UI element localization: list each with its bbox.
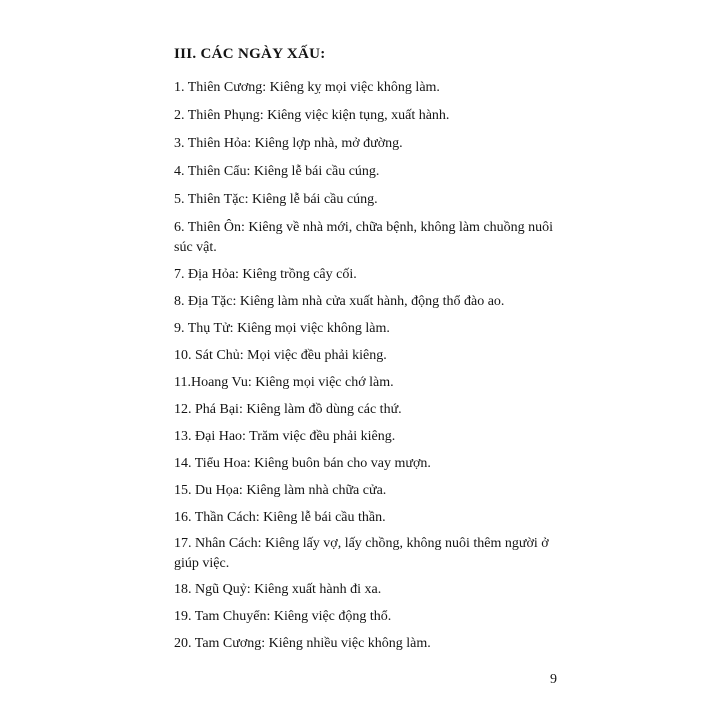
list-item-6: 6. Thiên Ôn: Kiêng về nhà mới, chữa bệnh, không làm chuồng nuôi súc vật.: [174, 220, 554, 255]
list-item-11: 11.Hoang Vu: Kiêng mọi việc chớ làm.: [174, 375, 394, 390]
list-item-20: 20. Tam Cương: Kiêng nhiều việc không làm.: [174, 636, 431, 651]
list-item-16: 16. Thần Cách: Kiêng lễ bái cầu thần.: [174, 510, 386, 525]
list-item-7: 7. Địa Hỏa: Kiêng trồng cây cối.: [174, 267, 357, 282]
list-item-18: 18. Ngũ Quỷ: Kiêng xuất hành đi xa.: [174, 582, 382, 597]
section-heading: III. CÁC NGÀY XẤU:: [174, 46, 326, 62]
list-item-3: 3. Thiên Hỏa: Kiêng lợp nhà, mở đường.: [174, 136, 403, 151]
list-item-1: 1. Thiên Cương: Kiêng kỵ mọi việc không làm.: [174, 80, 440, 95]
list-item-8: 8. Địa Tặc: Kiêng làm nhà cửa xuất hành, động thổ đào ao.: [174, 294, 505, 309]
list-item-14: 14. Tiểu Hoa: Kiêng buôn bán cho vay mượn.: [174, 456, 431, 471]
list-item-10: 10. Sát Chủ: Mọi việc đều phải kiêng.: [174, 348, 387, 363]
list-item-5: 5. Thiên Tặc: Kiêng lễ bái cầu cúng.: [174, 192, 378, 207]
page-number: 9: [550, 672, 557, 687]
list-item-13: 13. Đại Hao: Trăm việc đều phải kiêng.: [174, 429, 396, 444]
list-item-2: 2. Thiên Phụng: Kiêng việc kiện tụng, xuất hành.: [174, 108, 450, 123]
list-item-15: 15. Du Họa: Kiêng làm nhà chữa cửa.: [174, 483, 387, 498]
list-item-17: 17. Nhân Cách: Kiêng lấy vợ, lấy chồng, không nuôi thêm người ở giúp việc.: [174, 536, 549, 571]
list-item-9: 9. Thụ Tử: Kiêng mọi việc không làm.: [174, 321, 390, 336]
list-item-19: 19. Tam Chuyển: Kiêng việc động thổ.: [174, 609, 392, 624]
list-item-4: 4. Thiên Cẩu: Kiêng lễ bái cầu cúng.: [174, 164, 380, 179]
list-item-12: 12. Phá Bại: Kiêng làm đồ dùng các thứ.: [174, 402, 402, 417]
